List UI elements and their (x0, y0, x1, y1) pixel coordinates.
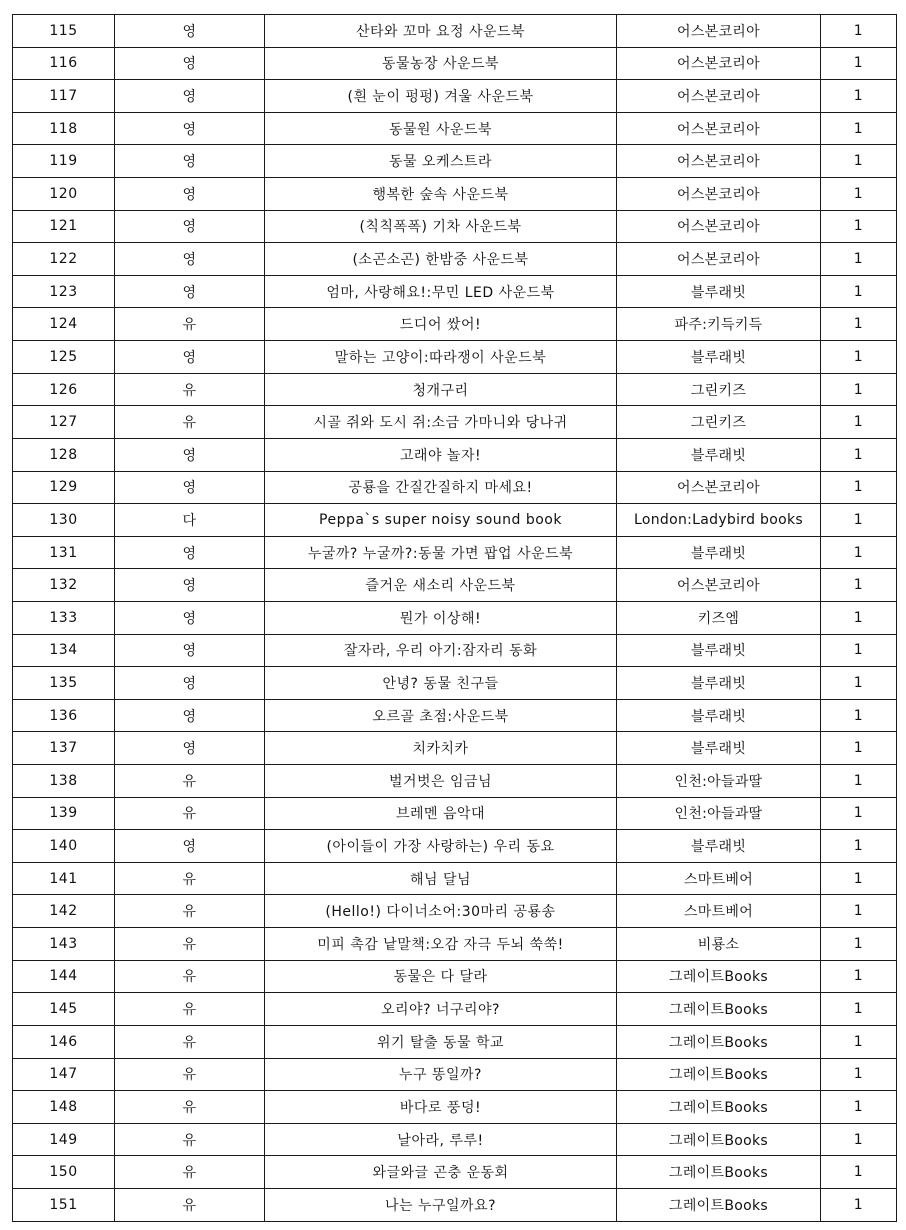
row-count: 1 (821, 178, 897, 211)
row-number: 150 (13, 1156, 115, 1189)
row-count: 1 (821, 895, 897, 928)
row-number: 123 (13, 275, 115, 308)
row-publisher: 어스본코리아 (617, 569, 821, 602)
row-publisher: 그레이트Books (617, 1025, 821, 1058)
row-title: (칙칙폭폭) 기차 사운드북 (265, 210, 617, 243)
row-type: 영 (115, 667, 265, 700)
row-publisher: 어스본코리아 (617, 210, 821, 243)
row-publisher: 인천:아들과딸 (617, 765, 821, 798)
table-row (13, 1058, 897, 1091)
row-type: 유 (115, 895, 265, 928)
row-type: 영 (115, 601, 265, 634)
table-row (13, 1123, 897, 1156)
row-count: 1 (821, 1025, 897, 1058)
row-count: 1 (821, 80, 897, 113)
table-row (13, 438, 897, 471)
row-number: 139 (13, 797, 115, 830)
book-list-body (13, 15, 897, 1222)
table-row (13, 862, 897, 895)
row-title: 와글와글 곤충 운동회 (265, 1156, 617, 1189)
row-count: 1 (821, 928, 897, 961)
row-type: 유 (115, 1156, 265, 1189)
row-type: 영 (115, 112, 265, 145)
row-publisher: 블루래빗 (617, 341, 821, 374)
row-count: 1 (821, 569, 897, 602)
row-publisher: 블루래빗 (617, 699, 821, 732)
row-number: 144 (13, 960, 115, 993)
row-title: 말하는 고양이:따라쟁이 사운드북 (265, 341, 617, 374)
row-number: 148 (13, 1091, 115, 1124)
row-publisher: 그레이트Books (617, 1156, 821, 1189)
row-publisher: 어스본코리아 (617, 471, 821, 504)
row-title: (흰 눈이 펑펑) 겨울 사운드북 (265, 80, 617, 113)
row-count: 1 (821, 797, 897, 830)
row-count: 1 (821, 1123, 897, 1156)
table-row (13, 308, 897, 341)
row-title: 오리야? 너구리야? (265, 993, 617, 1026)
row-number: 137 (13, 732, 115, 765)
row-count: 1 (821, 1188, 897, 1221)
row-count: 1 (821, 243, 897, 276)
row-type: 영 (115, 471, 265, 504)
table-row (13, 928, 897, 961)
row-number: 129 (13, 471, 115, 504)
row-title: 미피 촉감 낱말책:오감 자극 두뇌 쑥쑥! (265, 928, 617, 961)
row-number: 145 (13, 993, 115, 1026)
row-publisher: 그레이트Books (617, 1188, 821, 1221)
row-title: (아이들이 가장 사랑하는) 우리 동요 (265, 830, 617, 863)
row-publisher: 블루래빗 (617, 732, 821, 765)
row-publisher: 어스본코리아 (617, 243, 821, 276)
row-publisher: 어스본코리아 (617, 145, 821, 178)
table-row (13, 765, 897, 798)
row-type: 유 (115, 993, 265, 1026)
row-type: 유 (115, 960, 265, 993)
table-row (13, 667, 897, 700)
row-title: 벌거벗은 임금님 (265, 765, 617, 798)
row-publisher: 블루래빗 (617, 667, 821, 700)
row-type: 유 (115, 1123, 265, 1156)
table-row (13, 830, 897, 863)
table-row (13, 634, 897, 667)
table-row (13, 80, 897, 113)
row-publisher: 어스본코리아 (617, 80, 821, 113)
row-number: 135 (13, 667, 115, 700)
row-publisher: 그린키즈 (617, 406, 821, 439)
row-publisher: 어스본코리아 (617, 178, 821, 211)
row-type: 유 (115, 406, 265, 439)
table-row (13, 1156, 897, 1189)
row-type: 다 (115, 504, 265, 537)
table-row (13, 504, 897, 537)
row-count: 1 (821, 15, 897, 48)
row-title: 청개구리 (265, 373, 617, 406)
table-row (13, 112, 897, 145)
row-publisher: 어스본코리아 (617, 112, 821, 145)
row-title: Peppa`s super noisy sound book (265, 504, 617, 537)
row-title: 즐거운 새소리 사운드북 (265, 569, 617, 602)
row-type: 유 (115, 1025, 265, 1058)
row-type: 영 (115, 569, 265, 602)
row-count: 1 (821, 993, 897, 1026)
row-number: 125 (13, 341, 115, 374)
table-row (13, 1025, 897, 1058)
table-row (13, 275, 897, 308)
row-count: 1 (821, 699, 897, 732)
row-type: 영 (115, 830, 265, 863)
row-publisher: 인천:아들과딸 (617, 797, 821, 830)
row-publisher: 키즈엠 (617, 601, 821, 634)
row-title: 산타와 꼬마 요정 사운드북 (265, 15, 617, 48)
row-number: 141 (13, 862, 115, 895)
row-title: 잘자라, 우리 아기:잠자리 동화 (265, 634, 617, 667)
row-number: 130 (13, 504, 115, 537)
table-row (13, 699, 897, 732)
row-number: 118 (13, 112, 115, 145)
row-publisher: 블루래빗 (617, 830, 821, 863)
row-publisher: 블루래빗 (617, 275, 821, 308)
row-title: 오르골 초점:사운드북 (265, 699, 617, 732)
row-count: 1 (821, 145, 897, 178)
row-count: 1 (821, 1156, 897, 1189)
table-row (13, 1188, 897, 1221)
row-count: 1 (821, 862, 897, 895)
row-type: 영 (115, 699, 265, 732)
row-title: 누굴까? 누굴까?:동물 가면 팝업 사운드북 (265, 536, 617, 569)
row-number: 142 (13, 895, 115, 928)
row-count: 1 (821, 960, 897, 993)
row-title: 나는 누구일까요? (265, 1188, 617, 1221)
row-publisher: 그레이트Books (617, 1091, 821, 1124)
row-publisher: 그레이트Books (617, 960, 821, 993)
row-type: 영 (115, 341, 265, 374)
row-number: 124 (13, 308, 115, 341)
row-publisher: 그레이트Books (617, 1058, 821, 1091)
row-count: 1 (821, 504, 897, 537)
row-type: 영 (115, 15, 265, 48)
row-type: 영 (115, 732, 265, 765)
row-title: 해님 달님 (265, 862, 617, 895)
table-row (13, 536, 897, 569)
row-count: 1 (821, 406, 897, 439)
row-count: 1 (821, 634, 897, 667)
row-title: 바다로 풍덩! (265, 1091, 617, 1124)
row-count: 1 (821, 765, 897, 798)
row-number: 120 (13, 178, 115, 211)
table-row (13, 569, 897, 602)
row-count: 1 (821, 1091, 897, 1124)
row-count: 1 (821, 438, 897, 471)
row-type: 영 (115, 210, 265, 243)
table-row (13, 341, 897, 374)
row-title: 동물은 다 달라 (265, 960, 617, 993)
table-row (13, 601, 897, 634)
table-row (13, 895, 897, 928)
row-publisher: 그레이트Books (617, 993, 821, 1026)
row-type: 유 (115, 1188, 265, 1221)
row-number: 143 (13, 928, 115, 961)
row-type: 영 (115, 47, 265, 80)
table-row (13, 1091, 897, 1124)
row-number: 146 (13, 1025, 115, 1058)
row-type: 영 (115, 243, 265, 276)
row-count: 1 (821, 112, 897, 145)
row-number: 121 (13, 210, 115, 243)
row-number: 119 (13, 145, 115, 178)
table-row (13, 178, 897, 211)
row-count: 1 (821, 47, 897, 80)
row-type: 유 (115, 862, 265, 895)
row-count: 1 (821, 373, 897, 406)
row-count: 1 (821, 275, 897, 308)
row-type: 유 (115, 1058, 265, 1091)
row-number: 122 (13, 243, 115, 276)
row-number: 151 (13, 1188, 115, 1221)
row-publisher: 어스본코리아 (617, 15, 821, 48)
row-publisher: 블루래빗 (617, 634, 821, 667)
row-number: 131 (13, 536, 115, 569)
table-row (13, 471, 897, 504)
table-row (13, 15, 897, 48)
row-title: 시골 쥐와 도시 쥐:소금 가마니와 당나귀 (265, 406, 617, 439)
row-title: 날아라, 루루! (265, 1123, 617, 1156)
table-row (13, 960, 897, 993)
row-number: 128 (13, 438, 115, 471)
row-number: 116 (13, 47, 115, 80)
row-title: 드디어 쌌어! (265, 308, 617, 341)
row-title: 고래야 놀자! (265, 438, 617, 471)
row-title: (Hello!) 다이너소어:30마리 공룡송 (265, 895, 617, 928)
row-type: 유 (115, 308, 265, 341)
row-type: 영 (115, 634, 265, 667)
table-row (13, 993, 897, 1026)
row-number: 136 (13, 699, 115, 732)
row-number: 115 (13, 15, 115, 48)
row-count: 1 (821, 210, 897, 243)
row-count: 1 (821, 308, 897, 341)
row-title: 동물원 사운드북 (265, 112, 617, 145)
row-number: 149 (13, 1123, 115, 1156)
row-type: 영 (115, 145, 265, 178)
row-count: 1 (821, 830, 897, 863)
table-row (13, 47, 897, 80)
row-number: 147 (13, 1058, 115, 1091)
row-number: 126 (13, 373, 115, 406)
row-type: 영 (115, 438, 265, 471)
row-count: 1 (821, 732, 897, 765)
row-title: 누구 똥일까? (265, 1058, 617, 1091)
row-number: 117 (13, 80, 115, 113)
row-type: 영 (115, 536, 265, 569)
row-title: 엄마, 사랑해요!:무민 LED 사운드북 (265, 275, 617, 308)
row-publisher: 스마트베어 (617, 895, 821, 928)
row-number: 138 (13, 765, 115, 798)
row-number: 140 (13, 830, 115, 863)
row-title: 위기 탈출 동물 학교 (265, 1025, 617, 1058)
row-publisher: 어스본코리아 (617, 47, 821, 80)
row-number: 133 (13, 601, 115, 634)
book-list-table (12, 14, 897, 1222)
row-title: 동물농장 사운드북 (265, 47, 617, 80)
row-type: 유 (115, 1091, 265, 1124)
row-publisher: 그레이트Books (617, 1123, 821, 1156)
row-title: 뭔가 이상해! (265, 601, 617, 634)
row-number: 127 (13, 406, 115, 439)
row-title: 행복한 숲속 사운드북 (265, 178, 617, 211)
row-count: 1 (821, 536, 897, 569)
row-publisher: London:Ladybird books (617, 504, 821, 537)
row-title: 동물 오케스트라 (265, 145, 617, 178)
row-type: 유 (115, 928, 265, 961)
row-type: 유 (115, 765, 265, 798)
row-publisher: 블루래빗 (617, 438, 821, 471)
table-row (13, 210, 897, 243)
table-row (13, 373, 897, 406)
row-title: 공룡을 간질간질하지 마세요! (265, 471, 617, 504)
row-publisher: 블루래빗 (617, 536, 821, 569)
row-publisher: 파주:키득키득 (617, 308, 821, 341)
row-publisher: 그린키즈 (617, 373, 821, 406)
row-number: 132 (13, 569, 115, 602)
row-title: 치카치카 (265, 732, 617, 765)
row-count: 1 (821, 471, 897, 504)
row-title: 안녕? 동물 친구들 (265, 667, 617, 700)
row-type: 유 (115, 797, 265, 830)
row-count: 1 (821, 601, 897, 634)
table-row (13, 243, 897, 276)
table-row (13, 732, 897, 765)
row-type: 영 (115, 80, 265, 113)
row-type: 유 (115, 373, 265, 406)
row-count: 1 (821, 341, 897, 374)
row-publisher: 스마트베어 (617, 862, 821, 895)
table-row (13, 145, 897, 178)
row-publisher: 비룡소 (617, 928, 821, 961)
row-type: 영 (115, 178, 265, 211)
row-title: (소곤소곤) 한밤중 사운드북 (265, 243, 617, 276)
table-row (13, 406, 897, 439)
row-count: 1 (821, 667, 897, 700)
row-type: 영 (115, 275, 265, 308)
row-title: 브레멘 음악대 (265, 797, 617, 830)
row-count: 1 (821, 1058, 897, 1091)
row-number: 134 (13, 634, 115, 667)
table-row (13, 797, 897, 830)
